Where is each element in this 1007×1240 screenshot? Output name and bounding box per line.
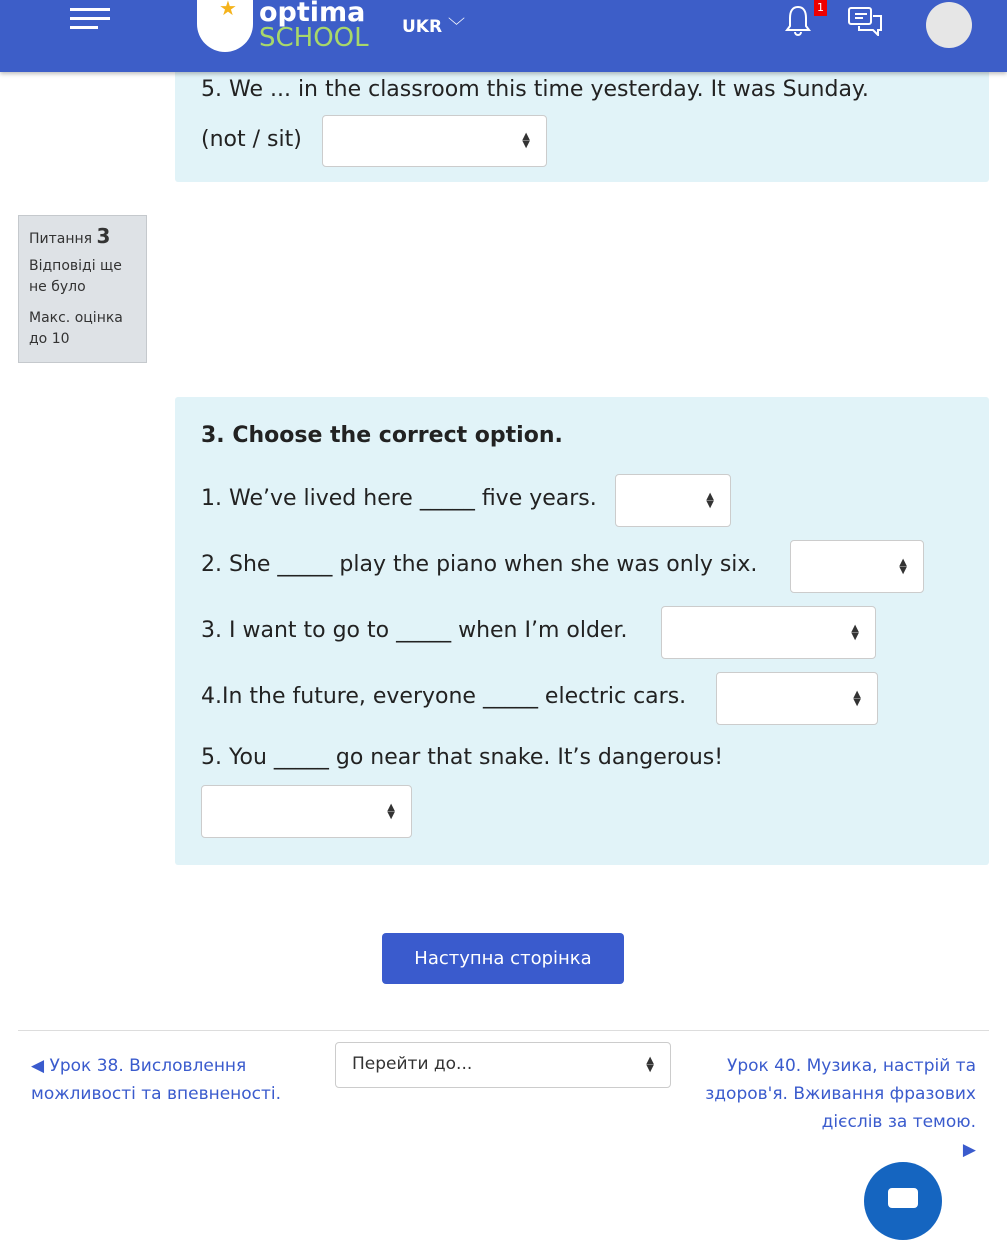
question-max-grade: Макс. оцінка до 10 [29,310,123,347]
next-activity-link[interactable] [700,1052,976,1164]
jump-to-value: Перейти до... [352,1054,473,1074]
question-number: 3 [96,224,111,248]
top-navbar [0,0,1007,72]
next-page-button[interactable]: Наступна сторінка [382,933,624,984]
answer-select-2[interactable] [790,540,924,593]
logo-emblem: ★ [197,0,253,52]
question-label: Питання [29,231,93,247]
sort-arrows-icon: ▲ ▼ [522,131,530,150]
sort-arrows-icon: ▲ ▼ [899,556,907,576]
language-label: UKR [402,17,443,37]
prev-link-text: Урок 38. Висловлення можливості та впевненості. [31,1056,282,1104]
logo[interactable] [197,0,377,52]
sort-arrows-icon: ▲ ▼ [706,490,714,510]
answer-select-4[interactable] [716,672,878,725]
answer-select-1[interactable] [615,474,731,527]
notifications-button[interactable] [784,1,824,38]
chevron-down-icon: ﹀ [448,17,465,37]
notification-badge: 1 [814,0,827,16]
question-3-box [175,397,989,865]
question-hint: (not / sit) [201,127,302,152]
question-item: 5. You _____ go near that snake. It’s dangerous! [201,745,724,770]
divider [18,1030,989,1031]
question-text: 5. We ... in the classroom this time yesterday. It was Sunday. [201,77,869,102]
chat-icon [847,6,883,36]
question-item: 2. She _____ play the piano when she was only six. [201,552,758,577]
question-title: 3. Choose the correct option. [201,423,563,448]
triangle-left-icon: ◀ [31,1056,45,1076]
answer-select[interactable] [322,115,547,167]
jump-to-select[interactable] [335,1042,671,1088]
question-status: Відповіді ще не було [29,258,122,295]
sort-arrows-icon: ▲ ▼ [853,688,861,708]
sort-arrows-icon: ▲ ▼ [387,801,395,821]
user-avatar[interactable] [926,2,972,48]
answer-select-5[interactable] [201,785,412,838]
question-item: 4.In the future, everyone _____ electric cars. [201,684,687,709]
menu-icon[interactable] [70,8,112,32]
question-item: 1. We’ve lived here _____ five years. [201,486,597,511]
sort-arrows-icon: ▲ ▼ [851,622,859,642]
bell-icon [784,4,812,38]
sort-arrows-icon: ▲ ▼ [646,1055,654,1074]
answer-select-3[interactable] [661,606,876,659]
question-item: 3. I want to go to _____ when I’m older. [201,618,628,643]
messages-button[interactable] [847,6,883,40]
chat-bubble-icon [888,1188,918,1208]
language-selector[interactable] [402,12,465,37]
chat-launcher-button[interactable] [864,1162,942,1240]
triangle-right-icon: ▶ [962,1140,976,1160]
question-info [18,215,147,363]
next-link-text: Урок 40. Музика, настрій та здоров'я. Вживання фразових дієслів за темою. [705,1056,976,1132]
logo-text-bottom: SCHOOL [259,23,369,53]
logo-text-top: optima [259,0,366,28]
prev-activity-link[interactable] [31,1052,321,1108]
